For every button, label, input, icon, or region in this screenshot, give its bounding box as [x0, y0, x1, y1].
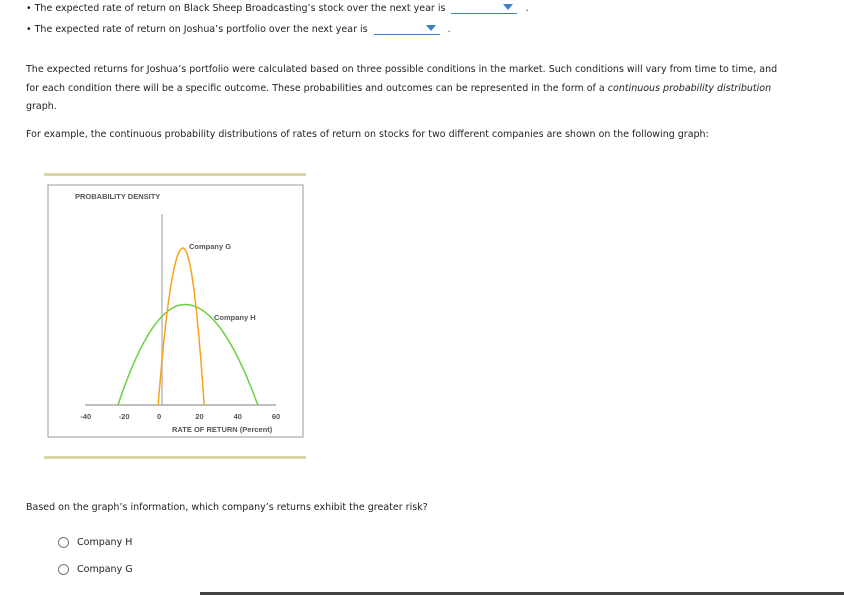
example-paragraph: For example, the continuous probability distributions of rates of return on stocks for two different companies are shown on the following graph:: [26, 129, 709, 140]
x-tick-label: 20: [195, 412, 204, 421]
chart-frame: [48, 185, 303, 437]
x-tick-label: 60: [271, 412, 281, 421]
emphasis: continuous probability distribution: [607, 82, 772, 94]
option-company-g[interactable]: [58, 564, 133, 575]
radio-button[interactable]: [58, 537, 69, 548]
x-axis-label: RATE OF RETURN (Percent): [172, 425, 273, 434]
y-axis-label: PROBABILITY DENSITY: [75, 192, 161, 201]
option-label: Company G: [77, 564, 133, 575]
label-company-h: Company H: [214, 313, 256, 322]
question-1: • The expected rate of return on Black Sheep Broadcasting’s stock over the next year is .: [26, 3, 529, 14]
x-tick-label: 0: [157, 412, 162, 421]
suffix: .: [525, 3, 529, 14]
radio-button[interactable]: [58, 564, 69, 575]
text: The expected returns for Joshua’s portfolio were calculated based on three possible conditions in the market. Such conditions will vary from time to time, and for each condition there will be a specific outcome. These probabilities and outcomes can be represented in the form of a: [26, 64, 778, 94]
option-company-h[interactable]: [58, 537, 132, 548]
x-tick-label: -40: [80, 412, 92, 421]
label-company-g: Company G: [189, 242, 232, 251]
question-text: The expected rate of return on Black Sheep Broadcasting’s stock over the next year is: [34, 3, 446, 14]
text: graph.: [26, 101, 57, 112]
risk-question: Based on the graph’s information, which company’s returns exhibit the greater risk?: [26, 502, 428, 513]
option-label: Company H: [77, 537, 133, 548]
x-tick-label: -20: [118, 412, 130, 421]
question-text: The expected rate of return on Joshua’s portfolio over the next year is: [34, 24, 368, 35]
suffix: .: [447, 24, 451, 35]
x-tick-label: 40: [233, 412, 242, 421]
question-2: • The expected rate of return on Joshua’s portfolio over the next year is .: [26, 24, 451, 35]
